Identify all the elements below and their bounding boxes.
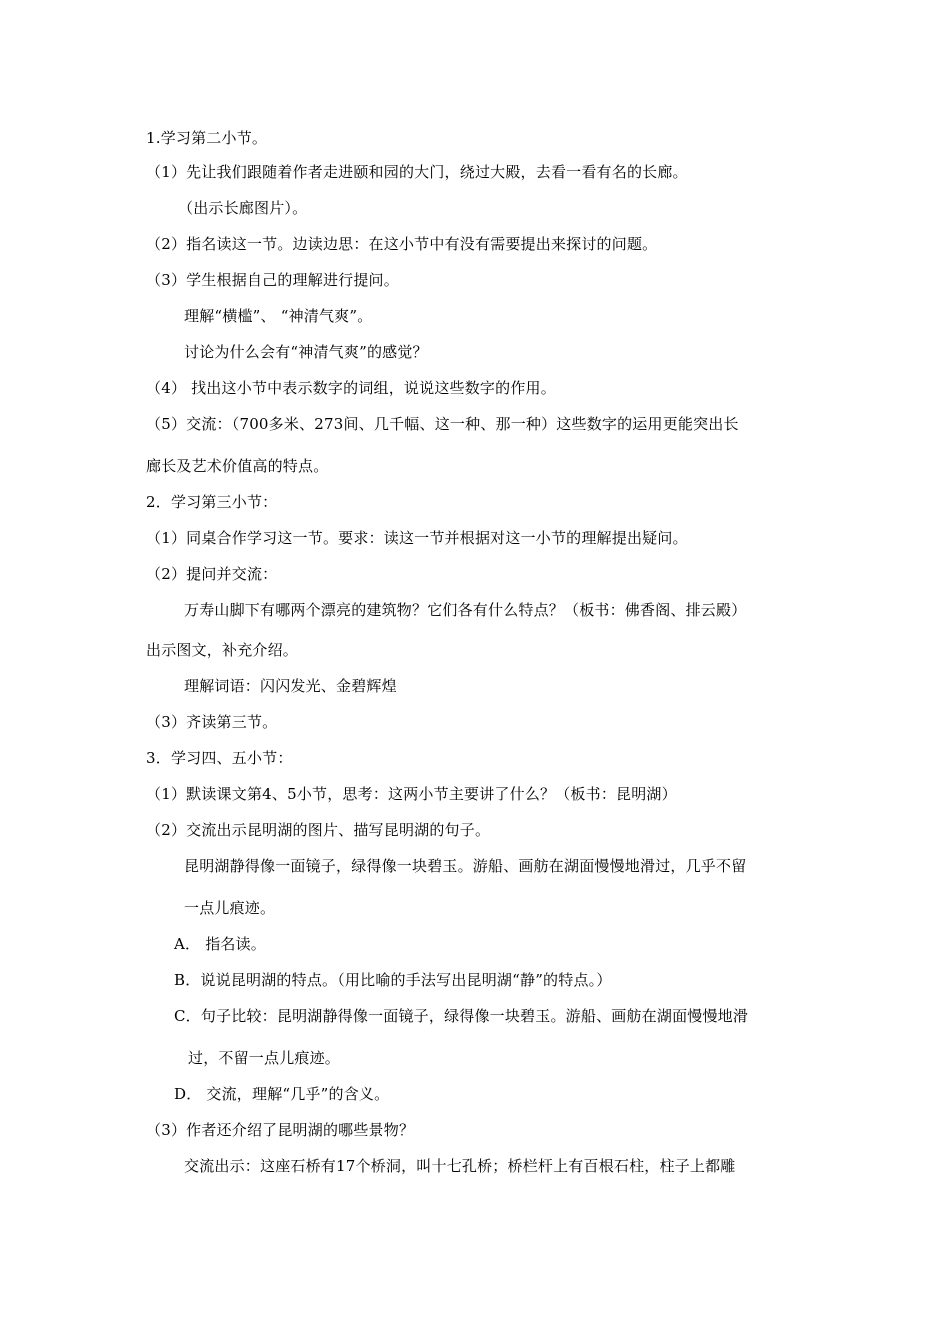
paragraph-line: （出示长廊图片）。 (178, 199, 308, 217)
paragraph-line: （2）交流出示昆明湖的图片、描写昆明湖的句子。 (146, 821, 491, 839)
paragraph-line: （1）默读课文第4、5小节，思考：这两小节主要讲了什么？（板书：昆明湖） (146, 785, 677, 803)
list-item-c: C．句子比较：昆明湖静得像一面镜子，绿得像一块碧玉。游船、画舫在湖面慢慢地滑 (174, 1007, 749, 1025)
paragraph-line: 廊长及艺术价值高的特点。 (146, 457, 329, 475)
section-3-heading: 3．学习四、五小节： (146, 749, 293, 767)
list-item-d: D． 交流，理解“几乎”的含义。 (174, 1085, 390, 1103)
paragraph-line: （3）学生根据自己的理解进行提问。 (146, 271, 399, 289)
paragraph-line: （1）同桌合作学习这一节。要求：读这一节并根据对这一小节的理解提出疑问。 (146, 529, 688, 547)
paragraph-line: 理解“横槛”、 “神清气爽”。 (184, 307, 373, 325)
paragraph-line: （2）提问并交流： (146, 565, 278, 583)
paragraph-line: （1）先让我们跟随着作者走进颐和园的大门，绕过大殿，去看一看有名的长廊。 (146, 163, 688, 181)
list-item-a: A． 指名读。 (174, 935, 267, 953)
paragraph-line: （5）交流：（700多米、273间、几千幅、这一种、那一种）这些数字的运用更能突出长 (146, 415, 739, 433)
paragraph-line: 万寿山脚下有哪两个漂亮的建筑物？它们各有什么特点？（板书：佛香阁、排云殿） (184, 601, 747, 619)
paragraph-line: （3）齐读第三节。 (146, 713, 278, 731)
paragraph-line: （2）指名读这一节。边读边思：在这小节中有没有需要提出来探讨的问题。 (146, 235, 658, 253)
paragraph-line: （4） 找出这小节中表示数字的词组，说说这些数字的作用。 (146, 379, 556, 397)
list-item-b: B．说说昆明湖的特点。（用比喻的手法写出昆明湖“静”的特点。） (174, 971, 612, 989)
section-2-heading: 2．学习第三小节： (146, 493, 278, 511)
paragraph-line: 讨论为什么会有“神清气爽”的感觉？ (184, 343, 428, 361)
paragraph-line: （3）作者还介绍了昆明湖的哪些景物？ (146, 1121, 415, 1139)
paragraph-line: 交流出示：这座石桥有17个桥洞，叫十七孔桥；桥栏杆上有百根石柱，柱子上都雕 (184, 1157, 736, 1175)
quote-line: 一点儿痕迹。 (184, 899, 276, 917)
quote-line: 昆明湖静得像一面镜子，绿得像一块碧玉。游船、画舫在湖面慢慢地滑过，几乎不留 (184, 857, 747, 875)
section-1-heading: 1.学习第二小节。 (146, 129, 268, 147)
paragraph-line: 出示图文，补充介绍。 (146, 641, 299, 659)
paragraph-line: 理解词语：闪闪发光、金碧辉煌 (184, 677, 397, 695)
list-item-c-continued: 过，不留一点儿痕迹。 (188, 1049, 341, 1067)
